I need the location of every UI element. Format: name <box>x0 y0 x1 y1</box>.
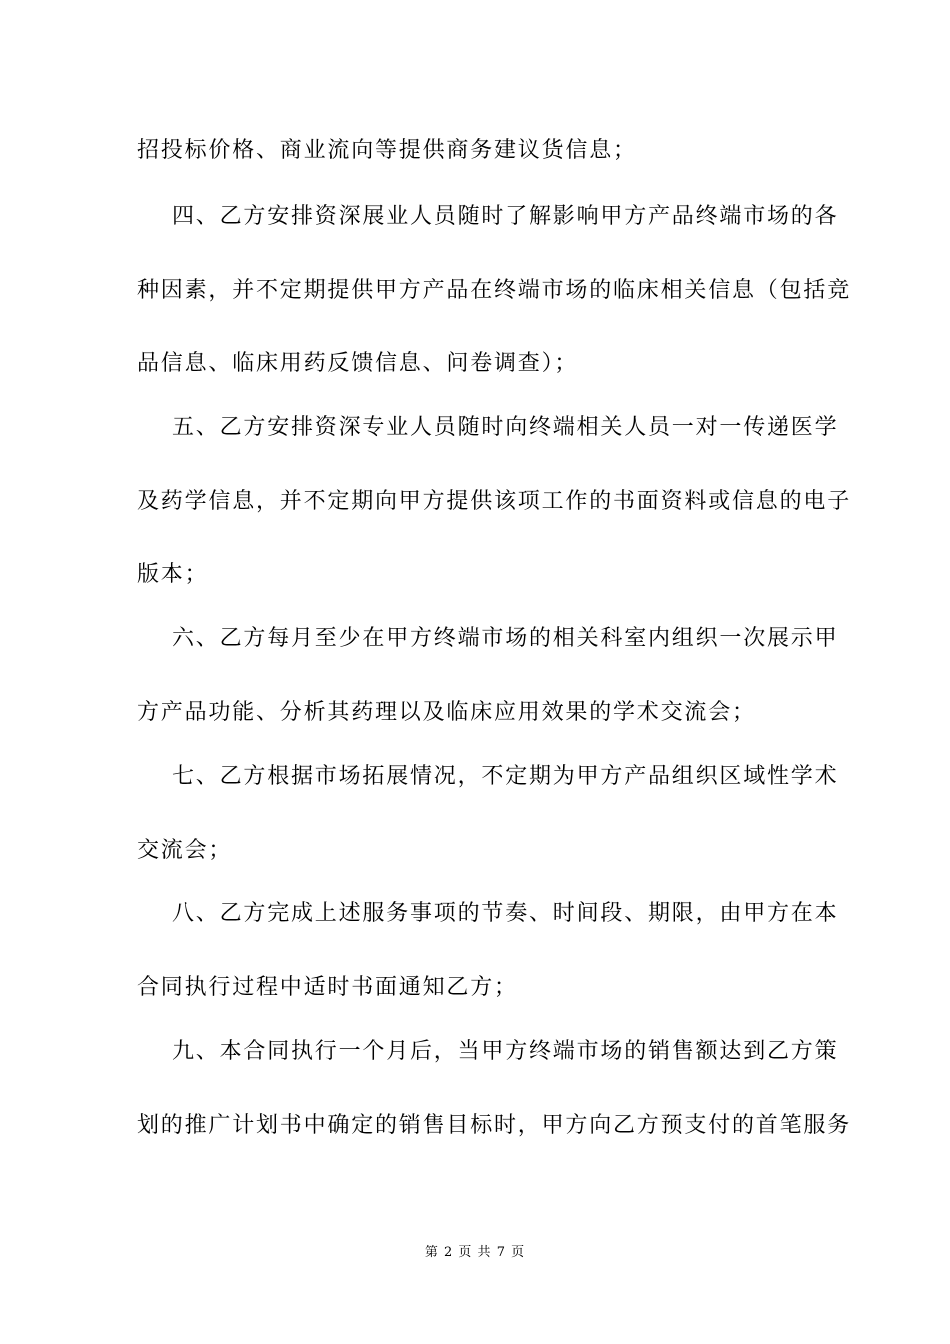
text-line-12: 八、乙方完成上述服务事项的节奏、时间段、期限，由甲方在本 <box>172 901 839 926</box>
text-line-9: 方产品功能、分析其药理以及临床应用效果的学术交流会； <box>137 700 756 725</box>
text-line-15: 划的推广计划书中确定的销售目标时，甲方向乙方预支付的首笔服务 <box>137 1113 852 1138</box>
text-line-1: 招投标价格、商业流向等提供商务建议货信息； <box>137 138 637 163</box>
text-line-4: 品信息、临床用药反馈信息、问卷调查）； <box>137 351 579 376</box>
text-line-10: 七、乙方根据市场拓展情况，不定期为甲方产品组织区域性学术 <box>172 764 839 789</box>
text-line-11: 交流会； <box>137 838 233 863</box>
page-number-footer: 第 2 页 共 7 页 <box>424 1245 526 1260</box>
text-line-3: 种因素，并不定期提供甲方产品在终端市场的临床相关信息（包括竞 <box>137 278 852 303</box>
text-line-2: 四、乙方安排资深展业人员随时了解影响甲方产品终端市场的各 <box>172 204 839 229</box>
text-line-8: 六、乙方每月至少在甲方终端市场的相关科室内组织一次展示甲 <box>172 626 839 651</box>
text-line-14: 九、本合同执行一个月后，当甲方终端市场的销售额达到乙方策 <box>172 1039 839 1064</box>
text-line-5: 五、乙方安排资深专业人员随时向终端相关人员一对一传递医学 <box>172 415 839 440</box>
text-line-7: 版本； <box>137 562 209 587</box>
text-line-6: 及药学信息，并不定期向甲方提供该项工作的书面资料或信息的电子 <box>137 489 852 514</box>
text-line-13: 合同执行过程中适时书面通知乙方； <box>137 975 518 1000</box>
